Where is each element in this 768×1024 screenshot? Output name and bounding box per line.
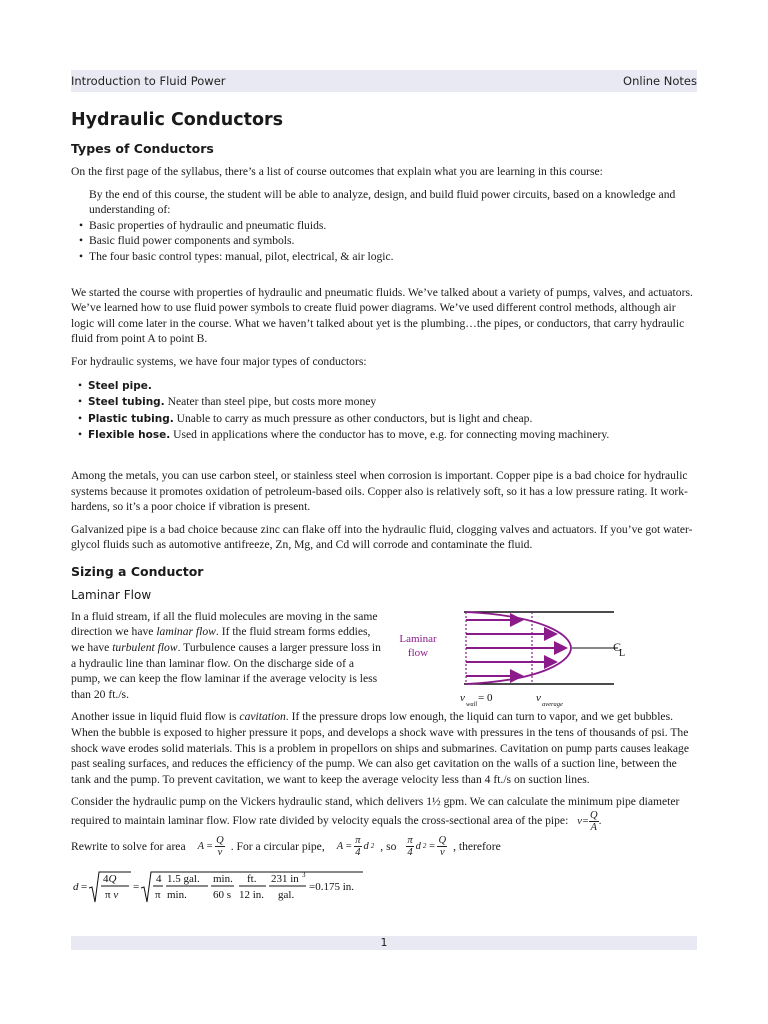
svg-text:4: 4 — [156, 873, 162, 885]
header-course-title: Introduction to Fluid Power — [71, 74, 226, 88]
svg-text:4Q: 4Q — [103, 873, 117, 885]
svg-text:π v: π v — [105, 889, 119, 901]
course-recap-paragraph: We started the course with properties of hydraulic and pneumatic fluids. We’ve talked about a variety of pumps, valves, and actuators. We’ve learned how to use fluid power symbols to create fluid power diagrams. We’ve used different control methods, although air logic will come later in the course. What we haven’t talked about yet is the plumbing…the pipes, or conductors, that carry hydraulic fluid from point A to point B. — [71, 285, 693, 346]
subheading-laminar-flow: Laminar Flow — [71, 587, 152, 602]
metals-paragraph: Among the metals, you can use carbon steel, or stainless steel when corrosion is important. Copper pipe is a bad choice for hydraulic systems because it promotes oxidation of petroleum-based oils. Copper also is relatively soft, so it has a low pressure rating. It work-hardens, so it’s a poor choice if vibration is present. — [71, 468, 688, 514]
galvanized-paragraph: Galvanized pipe is a bad choice because zinc can flake off into the hydraulic fluid, clogging valves and actuators. If you’ve got water-glycol fluids such as automotive antifreeze, Zn, Mg, and Cd will corrode and contaminate the fluid. — [71, 522, 693, 552]
section-heading-sizing: Sizing a Conductor — [71, 563, 204, 579]
flow-label: flow — [407, 646, 429, 659]
v-average-label: v — [536, 691, 541, 704]
page-number: 1 — [380, 936, 388, 949]
svg-text:12 in.: 12 in. — [239, 889, 265, 901]
centerline-label: C — [613, 639, 622, 654]
conductor-type-item: • Steel tubing. Neater than steel pipe, but costs more money — [78, 394, 698, 411]
svg-text:d: d — [73, 881, 79, 893]
circle-area-formula: A = π 4 d 2 — [336, 835, 375, 858]
centerline-label-sub: L — [619, 647, 626, 659]
svg-text:gal.: gal. — [278, 889, 295, 901]
laminar-flow-diagram — [396, 606, 636, 716]
intro-paragraph: On the first page of the syllabus, there’s a list of course outcomes that explain what you are learning in this course: — [71, 165, 603, 178]
conductor-type-item: • Flexible hose. Used in applications where the conductor has to move, e.g. for connecting moving machinery. — [78, 427, 698, 444]
page-header — [71, 70, 697, 92]
laminar-label: Laminar — [399, 632, 437, 645]
v-wall-value: = 0 — [478, 691, 493, 704]
svg-text:=: = — [133, 881, 140, 893]
svg-text:60 s: 60 s — [213, 889, 232, 901]
area-formula: A = Q v — [197, 835, 224, 858]
v-wall-subscript: wall — [466, 700, 478, 708]
svg-text:ft.: ft. — [247, 873, 257, 885]
area-formula-line: Rewrite to solve for area A = Q v . For a circular pipe, A = π 4 d 2 , so π 4 d 2 = Q v , therefore — [71, 835, 501, 858]
conductor-types-list — [78, 378, 698, 444]
svg-text:=: = — [81, 881, 88, 893]
page-footer — [71, 936, 697, 950]
svg-text:=0.175 in.: =0.175 in. — [309, 881, 355, 893]
laminar-paragraph: In a fluid stream, if all the fluid molecules are moving in the same direction we have laminar flow. If the fluid stream forms eddies, we have turbulent flow. Turbulence causes a larger pressure loss in a hydraulic line than laminar flow. On the discharge side of a pump, we can keep the flow laminar if the average velocity is less than 20 ft./s. — [71, 609, 381, 701]
conductor-type-item: • Plastic tubing. Unable to carry as much pressure as other conductors, but is light and cheap. — [78, 411, 698, 428]
outcome-lead: By the end of this course, the student will be able to analyze, design, and build fluid power circuits, based on a knowledge and understanding of: — [89, 187, 676, 217]
velocity-formula: v= $\frac{Q}{A}$ — [577, 810, 598, 833]
diameter-calculation-formula — [71, 866, 371, 906]
conductor-types-lead: For hydraulic systems, we have four major types of conductors: — [71, 354, 367, 368]
diameter-relation-formula: π 4 d 2 = Q v — [407, 835, 447, 858]
v-average-subscript: average — [542, 700, 563, 708]
course-outcomes — [89, 187, 698, 265]
page-title: Hydraulic Conductors — [71, 110, 284, 130]
svg-text:1.5 gal.: 1.5 gal. — [167, 873, 200, 885]
outcome-item: • The four basic control types: manual, pilot, electrical, & air logic. — [79, 249, 698, 265]
laminar-section — [71, 609, 698, 708]
svg-text:π: π — [155, 889, 161, 901]
svg-text:min.: min. — [213, 873, 233, 885]
page-content — [71, 108, 698, 911]
svg-text:231 in: 231 in — [271, 873, 299, 885]
outcome-list — [79, 218, 698, 265]
outcome-item: • Basic fluid power components and symbols. — [79, 233, 698, 249]
header-online-notes: Online Notes — [623, 74, 697, 88]
outcome-item: • Basic properties of hydraulic and pneumatic fluids. — [79, 218, 698, 234]
svg-text:3: 3 — [302, 871, 306, 879]
pump-paragraph: Consider the hydraulic pump on the Vickers hydraulic stand, which delivers 1½ gpm. We can calculate the minimum pipe diameter required to maintain laminar flow. Flow rate divided by velocity equals the cross-sectional area of the pipe: v= $\frac{Q}{A}$ . — [71, 795, 680, 833]
conductor-type-item: • Steel pipe. — [78, 378, 698, 395]
section-heading-types: Types of Conductors — [71, 141, 214, 156]
cavitation-paragraph: Another issue in liquid fluid flow is cavitation. If the pressure drops low enough, the liquid can turn to vapor, and we get bubbles. When the bubble is exposed to higher pressure it pops, and develops a shock wave with pressures in the tens of thousands of psi. The shock wave erodes solid materials. This is a problem in propellors on ships and submarines. Cavitation on pump parts causes leakage past sealing surfaces, and reduces the efficiency of the pump. We can also get cavitation on the walls of a suction line, between the tank and the pump. To prevent cavitation, we want to keep the average velocity less than 4 ft./s on suction lines. — [71, 710, 689, 786]
v-wall-label: v — [460, 691, 465, 704]
svg-text:min.: min. — [167, 889, 187, 901]
